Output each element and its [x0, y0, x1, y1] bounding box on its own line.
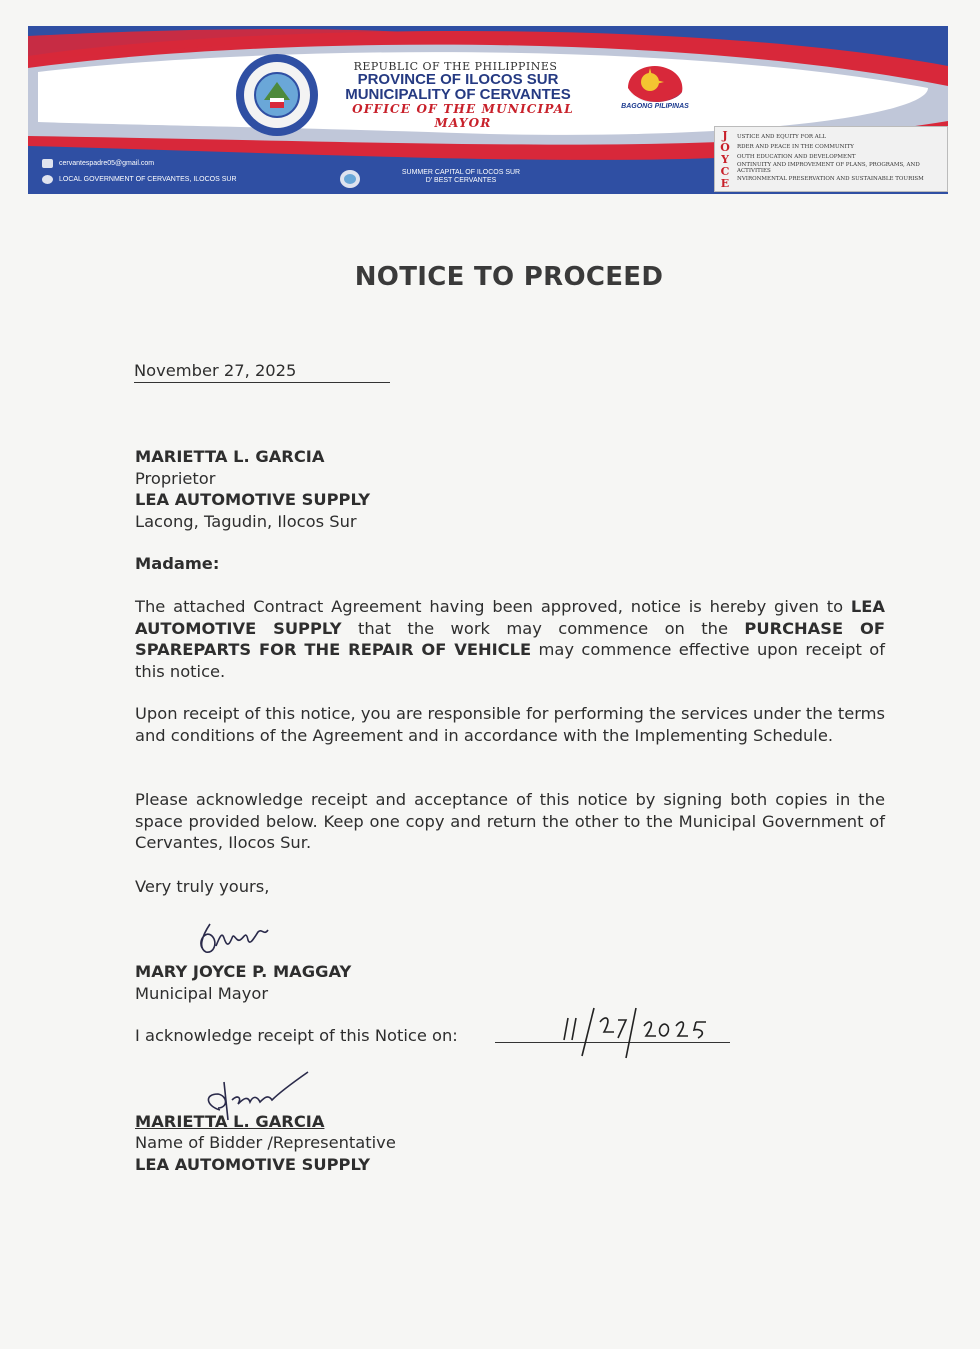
joyce-letter: J: [722, 129, 728, 142]
joyce-line: RDER AND PEACE IN THE COMMUNITY: [737, 144, 854, 150]
summer-capital-logo-icon: [339, 169, 361, 189]
email-text: cervantespadre05@gmail.com: [59, 160, 155, 167]
joyce-letter: Y: [721, 153, 729, 166]
email-contact: [42, 159, 154, 168]
acknowledge-label: I acknowledge receipt of this Notice on:: [135, 1026, 458, 1045]
paragraph-3: Please acknowledge receipt and acceptance of this notice by signing both copies in the space provided below. Keep one copy and return the other to the Municipal Government of Cervantes, Ilocos Sur.: [135, 790, 885, 852]
summer-line-1: SUMMER CAPITAL OF ILOCOS SUR: [401, 169, 521, 176]
p1-text-c: may commence effective upon receipt of this notice.: [135, 640, 885, 681]
bagong-pilipinas-label: BAGONG PILIPINAS: [621, 103, 689, 110]
letterhead-banner: [28, 26, 948, 194]
joyce-line: NVIRONMENTAL PRESERVATION AND SUSTAINABLE TOURISM: [737, 176, 924, 182]
joyce-letters: [719, 130, 731, 190]
recipient-address: Lacong, Tagudin, Ilocos Sur: [135, 512, 357, 531]
facebook-icon: [42, 175, 53, 184]
summer-capital-text: [366, 169, 556, 185]
handwritten-date: [560, 1004, 720, 1060]
email-icon: [42, 159, 53, 168]
office-line: OFFICE OF THE MUNICIPAL MAYOR: [352, 102, 574, 130]
joyce-agenda-box: [714, 126, 948, 192]
salutation: Madame:: [135, 554, 220, 573]
summer-line-2: D' BEST CERVANTES: [425, 177, 497, 184]
republic-line: REPUBLIC OF THE PHILIPPINES: [353, 60, 558, 73]
joyce-line: ONTINUITY AND IMPROVEMENT OF PLANS, PROGRAMS, AND ACTIVITIES: [737, 162, 920, 174]
recipient-name: MARIETTA L. GARCIA: [135, 447, 325, 466]
joyce-line: USTICE AND EQUITY FOR ALL: [737, 134, 827, 140]
bidder-role: Name of Bidder /Representative: [135, 1133, 396, 1152]
paragraph-2: Upon receipt of this notice, you are responsible for performing the services under the terms and conditions of the Agreement and in accordance with the Implementing Schedule.: [135, 704, 885, 745]
joyce-letter: E: [720, 177, 730, 190]
closing: Very truly yours,: [135, 877, 270, 896]
facebook-contact: [42, 175, 237, 184]
document-title: NOTICE TO PROCEED: [354, 262, 664, 292]
p1-project: PURCHASE OF SPAREPARTS FOR THE REPAIR OF VEHICLE: [135, 618, 885, 659]
document-date: November 27, 2025: [134, 360, 390, 383]
p1-company: LEA AUTOMOTIVE SUPPLY: [135, 597, 885, 638]
joyce-line: OUTH EDUCATION AND DEVELOPMENT: [737, 154, 856, 160]
bidder-company: LEA AUTOMOTIVE SUPPLY: [135, 1155, 371, 1174]
p1-text-b: that the work may commence on the: [341, 618, 745, 638]
mayor-signature-icon: [192, 918, 282, 960]
province-line: PROVINCE OF ILOCOS SUR: [357, 71, 559, 88]
recipient-position: Proprietor: [135, 469, 216, 488]
recipient-company: LEA AUTOMOTIVE SUPPLY: [135, 490, 371, 509]
joyce-letter: O: [720, 141, 730, 154]
municipality-line: MUNICIPALITY OF CERVANTES: [345, 86, 571, 103]
signatory-name: MARY JOYCE P. MAGGAY: [135, 962, 352, 981]
joyce-letter: C: [720, 165, 730, 178]
facebook-text: LOCAL GOVERNMENT OF CERVANTES, ILOCOS SUR: [59, 176, 237, 183]
paragraph-1: [135, 596, 885, 682]
joyce-lines: [737, 132, 945, 182]
signatory-title: Municipal Mayor: [135, 984, 269, 1003]
p1-text-a: The attached Contract Agreement having been approved, notice is hereby given to: [135, 597, 851, 616]
bidder-name: MARIETTA L. GARCIA: [135, 1112, 325, 1131]
